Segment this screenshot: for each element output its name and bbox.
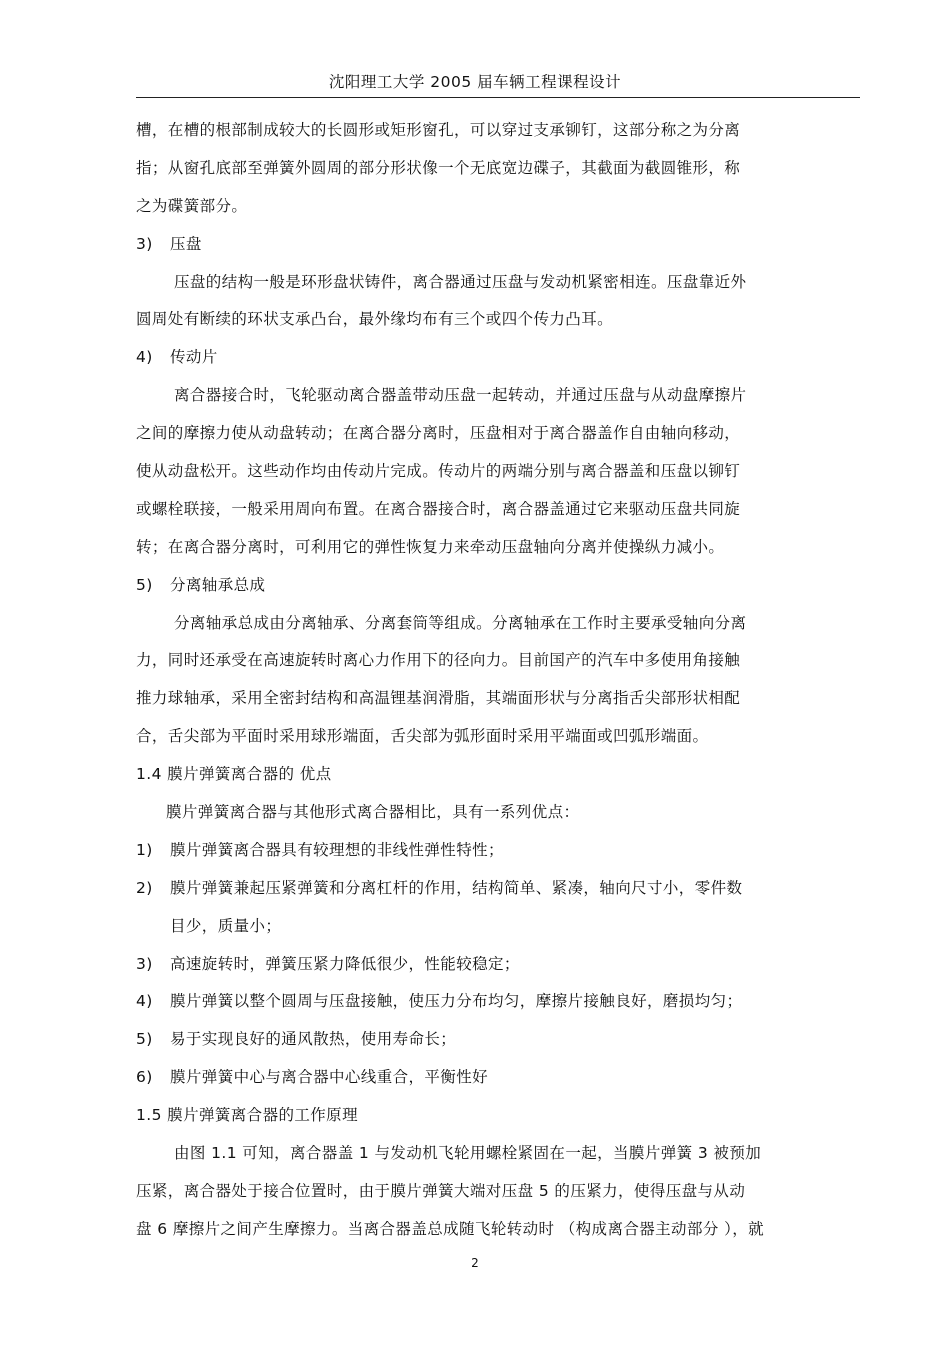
list-item-text: 高速旋转时，弹簧压紧力降低很少，性能较稳定； [170, 954, 520, 973]
list-item-text: 膜片弹簧中心与离合器中心线重合，平衡性好 [170, 1068, 489, 1087]
paragraph-line: 压紧，离合器处于接合位置时，由于膜片弹簧大端对压盘 5 的压紧力，使得压盘与从动 [136, 1181, 746, 1200]
paragraph-line: 或螺栓联接，一般采用周向布置。在离合器接合时，离合器盖通过它来驱动压盘共同旋 [136, 499, 741, 518]
list-item-text: 传动片 [170, 348, 218, 367]
list-item-text: 压盘 [170, 234, 202, 253]
list-number: 3) [136, 954, 153, 973]
list-item [136, 567, 860, 605]
list-number: 2) [136, 878, 153, 897]
page-number: 2 [471, 1256, 479, 1270]
paragraph-line: 推力球轴承，采用全密封结构和高温锂基润滑脂，其端面形状与分离指舌尖部形状相配 [136, 689, 741, 708]
list-item [136, 1059, 860, 1097]
paragraph-line: 之间的摩擦力使从动盘转动；在离合器分离时，压盘相对于离合器盖作自由轴向移动， [136, 424, 741, 443]
paragraph-line: 使从动盘松开。这些动作均由传动片完成。传动片的两端分别与离合器盖和压盘以铆钉 [136, 462, 741, 481]
paragraph-line: 压盘的结构一般是环形盘状铸件，离合器通过压盘与发动机紧密相连。压盘靠近外 [174, 272, 747, 291]
paragraph-line: 膜片弹簧离合器与其他形式离合器相比，具有一系列优点： [166, 803, 580, 822]
paragraph-line: 分离轴承总成由分离轴承、分离套筒等组成。分离轴承在工作时主要承受轴向分离 [174, 613, 747, 632]
section-heading: 1.5 膜片弹簧离合器的工作原理 [136, 1106, 358, 1125]
list-item [136, 870, 860, 908]
paragraph-line: 由图 1.1 可知，离合器盖 1 与发动机飞轮用螺栓紧固在一起，当膜片弹簧 3 被预加 [174, 1144, 762, 1163]
paragraph-line: 指；从窗孔底部至弹簧外圆周的部分形状像一个无底宽边碟子，其截面为截圆锥形，称 [136, 158, 741, 177]
list-number: 4) [136, 992, 153, 1011]
list-item [136, 832, 860, 870]
paragraph-line: 之为碟簧部分。 [136, 196, 248, 215]
paragraph-line: 转；在离合器分离时，可利用它的弹性恢复力来牵动压盘轴向分离并使操纵力减小。 [136, 537, 725, 556]
list-number: 5) [136, 575, 153, 594]
paragraph-line: 力，同时还承受在高速旋转时离心力作用下的径向力。目前国产的汽车中多使用角接触 [136, 651, 741, 670]
list-item [136, 946, 860, 984]
list-number: 4) [136, 348, 153, 367]
paragraph-line: 槽，在槽的根部制成较大的长圆形或矩形窗孔，可以穿过支承铆钉，这部分称之为分离 [136, 121, 741, 139]
list-number: 6) [136, 1068, 153, 1087]
list-item-continuation: 目少，质量小； [170, 916, 282, 935]
list-number: 5) [136, 1030, 153, 1049]
section-heading: 1.4 膜片弹簧离合器的 优点 [136, 765, 332, 784]
paragraph-line: 离合器接合时，飞轮驱动离合器盖带动压盘一起转动，并通过压盘与从动盘摩擦片 [174, 386, 747, 405]
list-item-text: 膜片弹簧离合器具有较理想的非线性弹性特性； [170, 840, 504, 859]
list-number: 3) [136, 234, 153, 253]
list-number: 1) [136, 840, 153, 859]
list-item [136, 983, 860, 1021]
list-item-text: 易于实现良好的通风散热，使用寿命长； [170, 1030, 457, 1049]
list-item [136, 226, 860, 264]
list-item [136, 339, 860, 377]
list-item [136, 1021, 860, 1059]
paragraph-line: 合，舌尖部为平面时采用球形端面，舌尖部为弧形面时采用平端面或凹弧形端面。 [136, 727, 709, 746]
page-header: 沈阳理工大学 2005 届车辆工程课程设计 [328, 73, 622, 91]
list-item-text: 膜片弹簧以整个圆周与压盘接触，使压力分布均匀，摩擦片接触良好，磨损均匀； [170, 992, 743, 1011]
list-item-text: 分离轴承总成 [170, 575, 266, 594]
paragraph-line: 盘 6 摩擦片之间产生摩擦力。当离合器盖总成随飞轮转动时 （构成离合器主动部分 ），就 [136, 1219, 765, 1238]
header-divider [136, 97, 860, 98]
document-body [136, 112, 860, 1249]
list-item-text: 膜片弹簧兼起压紧弹簧和分离杠杆的作用，结构简单、紧凑，轴向尺寸小，零件数 [170, 878, 743, 897]
paragraph-line: 圆周处有断续的环状支承凸台，最外缘均布有三个或四个传力凸耳。 [136, 310, 614, 329]
